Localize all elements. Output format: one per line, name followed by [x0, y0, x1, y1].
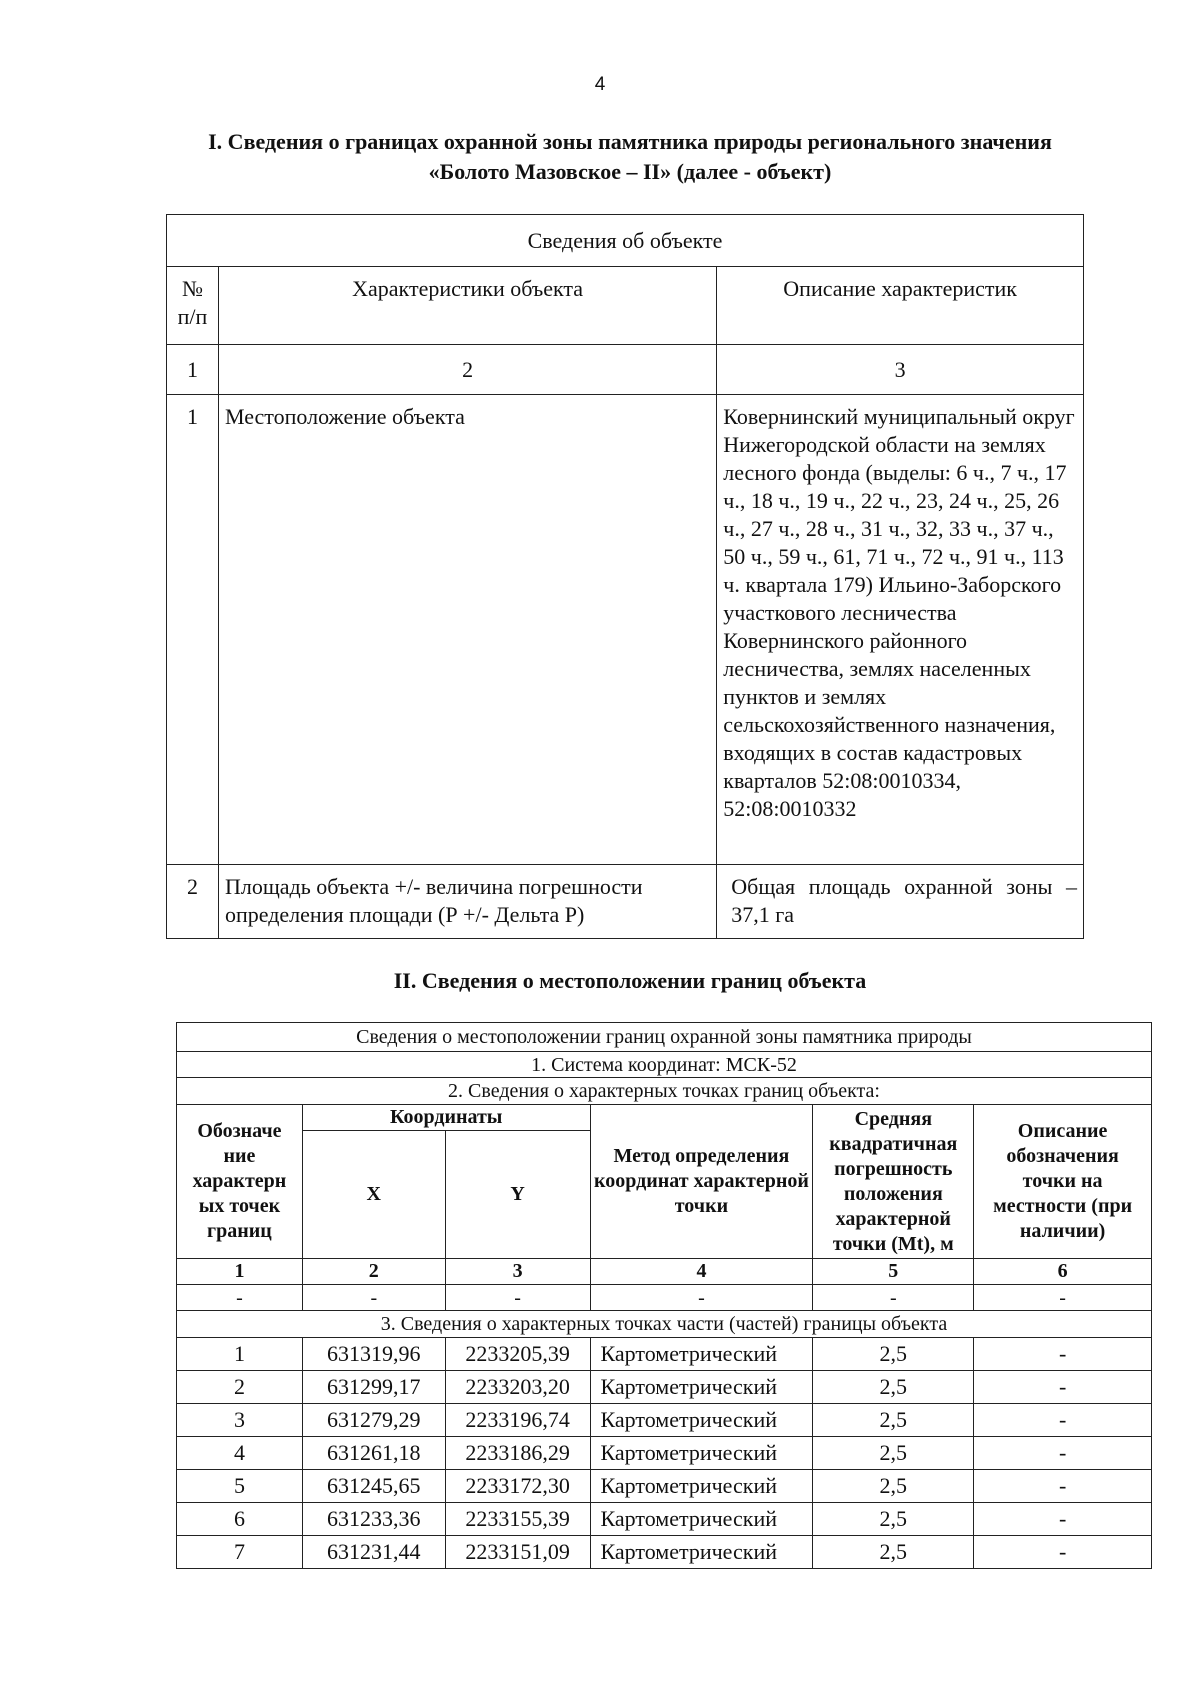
point-desc: -: [974, 1503, 1152, 1536]
table-row: [177, 1404, 1152, 1437]
point-mt: 2,5: [813, 1404, 974, 1437]
col-num-2: 2: [302, 1259, 445, 1285]
point-number: 3: [177, 1404, 303, 1437]
row2-num: 2: [167, 865, 219, 939]
point-x: 631319,96: [302, 1338, 445, 1371]
point-number: 1: [177, 1338, 303, 1371]
object-info-table: [166, 214, 1084, 939]
table-row: [177, 1503, 1152, 1536]
dash-cell: -: [445, 1285, 590, 1311]
point-x: 631245,65: [302, 1470, 445, 1503]
point-mt: 2,5: [813, 1437, 974, 1470]
point-number: 4: [177, 1437, 303, 1470]
point-x: 631299,17: [302, 1371, 445, 1404]
row1-characteristic: Местоположение объекта: [218, 395, 716, 865]
point-mt: 2,5: [813, 1536, 974, 1569]
dash-cell: -: [590, 1285, 813, 1311]
point-mt: 2,5: [813, 1503, 974, 1536]
table-row: [177, 1371, 1152, 1404]
point-method: Картометрический: [590, 1437, 813, 1470]
point-x: 631233,36: [302, 1503, 445, 1536]
header-num: № п/п: [167, 267, 219, 345]
point-desc: -: [974, 1470, 1152, 1503]
table-row: [177, 1338, 1152, 1371]
point-desc: -: [974, 1437, 1152, 1470]
point-number: 6: [177, 1503, 303, 1536]
row2-description: Общая площадь охранной зоны – 37,1 га: [717, 865, 1084, 939]
header-y: Y: [445, 1131, 590, 1259]
table-row: [177, 1437, 1152, 1470]
point-y: 2233151,09: [445, 1536, 590, 1569]
point-desc: -: [974, 1338, 1152, 1371]
points-caption: 2. Сведения о характерных точках границ объекта:: [177, 1078, 1152, 1105]
part-caption: 3. Сведения о характерных точках части (частей) границы объекта: [177, 1311, 1152, 1338]
dash-cell: -: [813, 1285, 974, 1311]
col-number-3: 3: [717, 345, 1084, 395]
section1-title-line1: I. Сведения о границах охранной зоны памятника природы регионального значения: [208, 129, 1052, 154]
point-desc: -: [974, 1536, 1152, 1569]
point-mt: 2,5: [813, 1371, 974, 1404]
coord-system: 1. Система координат: МСК-52: [177, 1052, 1152, 1078]
col-num-5: 5: [813, 1259, 974, 1285]
header-description: Описание характеристик: [717, 267, 1084, 345]
page-number: 4: [594, 74, 606, 95]
point-y: 2233186,29: [445, 1437, 590, 1470]
col-num-6: 6: [974, 1259, 1152, 1285]
point-x: 631261,18: [302, 1437, 445, 1470]
point-y: 2233205,39: [445, 1338, 590, 1371]
point-method: Картометрический: [590, 1338, 813, 1371]
col-num-4: 4: [590, 1259, 813, 1285]
header-method: Метод определения координат характерной точки: [590, 1105, 813, 1259]
point-rows: [177, 1338, 1152, 1569]
boundary-table-caption: Сведения о местоположении границ охранной зоны памятника природы: [177, 1023, 1152, 1052]
point-method: Картометрический: [590, 1503, 813, 1536]
point-number: 2: [177, 1371, 303, 1404]
point-method: Картометрический: [590, 1470, 813, 1503]
section1-title-line2: «Болото Мазовское – II» (далее - объект): [428, 159, 832, 184]
header-error: Средняя квадратичная погрешность положения характерной точки (Mt), м: [813, 1105, 974, 1259]
row2-characteristic: Площадь объекта +/- величина погрешности определения площади (Р +/- Дельта Р): [218, 865, 716, 939]
point-method: Картометрический: [590, 1371, 813, 1404]
point-desc: -: [974, 1404, 1152, 1437]
header-coordinates: Координаты: [302, 1105, 590, 1131]
dash-cell: -: [302, 1285, 445, 1311]
point-y: 2233196,74: [445, 1404, 590, 1437]
dash-cell: -: [177, 1285, 303, 1311]
row1-num: 1: [167, 395, 219, 865]
point-x: 631279,29: [302, 1404, 445, 1437]
header-characteristic: Характеристики объекта: [218, 267, 716, 345]
point-desc: -: [974, 1371, 1152, 1404]
header-designation: Обозначе ние характерн ых точек границ: [177, 1105, 303, 1259]
header-point-description: Описание обозначения точки на местности (при наличии): [974, 1105, 1152, 1259]
object-table-caption: Сведения об объекте: [167, 215, 1084, 267]
point-method: Картометрический: [590, 1536, 813, 1569]
point-y: 2233172,30: [445, 1470, 590, 1503]
col-number-2: 2: [218, 345, 716, 395]
table-row: [177, 1470, 1152, 1503]
header-x: X: [302, 1131, 445, 1259]
dash-cell: -: [974, 1285, 1152, 1311]
col-number-1: 1: [167, 345, 219, 395]
section2-title: II. Сведения о местоположении границ объекта: [393, 968, 867, 993]
point-x: 631231,44: [302, 1536, 445, 1569]
point-y: 2233203,20: [445, 1371, 590, 1404]
point-method: Картометрический: [590, 1404, 813, 1437]
point-mt: 2,5: [813, 1338, 974, 1371]
col-num-1: 1: [177, 1259, 303, 1285]
point-mt: 2,5: [813, 1470, 974, 1503]
table-row: [177, 1536, 1152, 1569]
point-number: 7: [177, 1536, 303, 1569]
point-y: 2233155,39: [445, 1503, 590, 1536]
row1-description: Ковернинский муниципальный округ Нижегородской области на землях лесного фонда (выделы: 6 ч., 7 ч., 17 ч., 18 ч., 19 ч., 22 ч., 23, 24 ч., 25, 26 ч., 27 ч., 28 ч., 31 ч., 32, 33 ч., 37 ч., 50 ч., 59 ч., 61, 71 ч., 72 ч., 91 ч., 113 ч. квартала 179) Ильино-Заборского участкового лесничества Ковернинского районного лесничества, землях населенных пунктов и землях сельскохозяйственного назначения, входящих в состав кадастровых кварталов 52:08:0010334, 52:08:0010332: [717, 395, 1084, 865]
boundary-points-table: [176, 1022, 1152, 1569]
col-num-3: 3: [445, 1259, 590, 1285]
point-number: 5: [177, 1470, 303, 1503]
section1-title: [150, 127, 1110, 187]
